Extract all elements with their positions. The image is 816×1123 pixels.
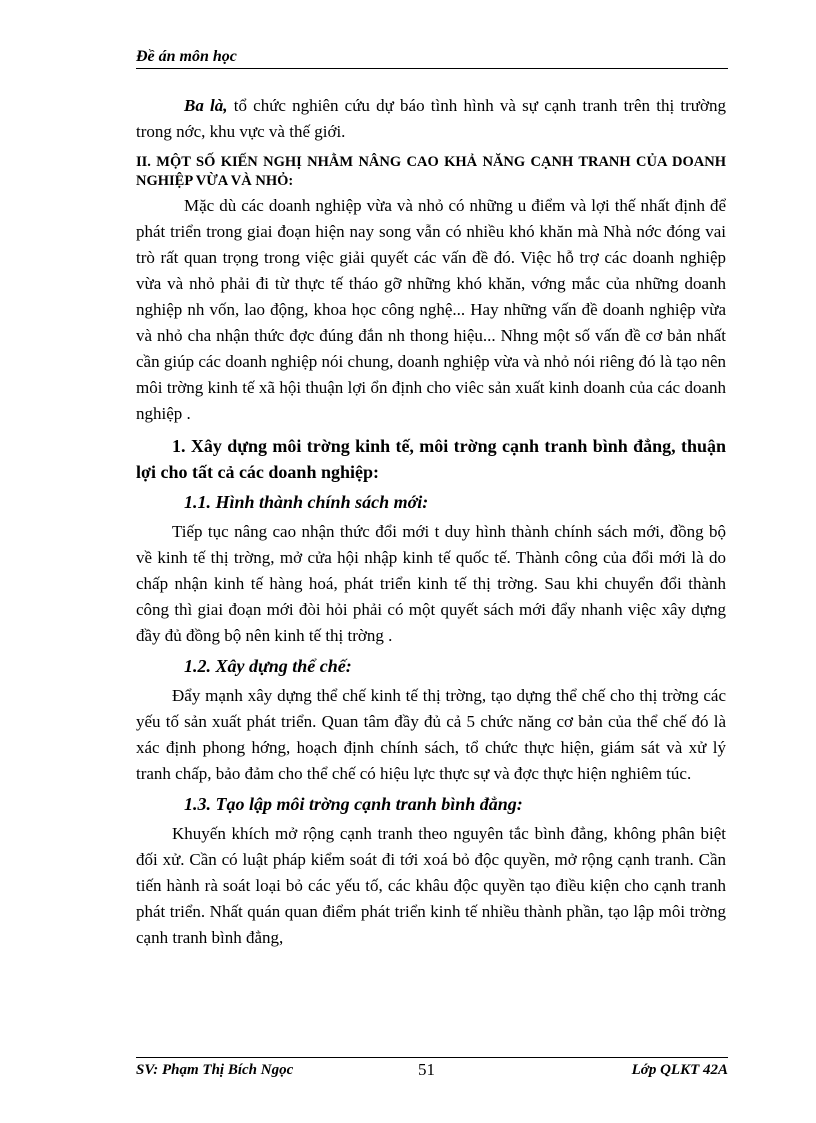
page-number: 51 (418, 1060, 435, 1079)
heading-1: 1. Xây dựng môi trờng kinh tế, môi trờng cạnh tranh bình đẳng, thuận lợi cho tất cả các doanh nghiệp: (136, 436, 726, 482)
page-header (136, 48, 728, 69)
header-title: Đề án môn học (136, 48, 237, 65)
paragraph-1-2: Đẩy mạnh xây dựng thể chế kinh tế thị trờng, tạo dựng thể chế cho thị trờng các yếu tố sản xuất phát triển. Quan tâm đầy đủ cả 5 chức năng cơ bản của thể chế đó là xác định phong hớng, hoạch định chính sách, tổ chức thực hiện, giám sát và xử lý tranh chấp, bảo đảm cho thể chế có hiệu lực thực sự và đợc thực hiện nghiêm túc. (136, 686, 726, 783)
intro-rest-text: tổ chức nghiên cứu dự báo tình hình và sự cạnh tranh trên thị trường trong nớc, khu vực và thế giới. (136, 96, 727, 141)
footer-class: Lớp QLKT 42A (631, 1062, 728, 1078)
paragraph-1-3: Khuyến khích mở rộng cạnh tranh theo nguyên tắc bình đẳng, không phân biệt đối xử. Cần có luật pháp kiểm soát đi tới xoá bỏ độc quyền, mở rộng cạnh tranh. Cần tiến hành rà soát loại bỏ các yếu tố, các khâu độc quyền tạo điều kiện cho cạnh tranh phát triển. Nhất quán quan điểm phát triển kinh tế nhiều thành phần, tạo lập môi trờng cạnh tranh bình đẳng, (136, 824, 726, 947)
heading-1-3: 1.3. Tạo lập môi trờng cạnh tranh bình đẳng: (184, 794, 523, 814)
footer-author: SV: Phạm Thị Bích Ngọc (136, 1062, 294, 1078)
section-heading: II. MỘT SỐ KIẾN NGHỊ NHẰM NÂNG CAO KHẢ NĂNG CẠNH TRANH CỦA DOANH NGHIỆP VỪA VÀ NHỎ: (136, 154, 726, 189)
paragraph-1-1: Tiếp tục nâng cao nhận thức đổi mới t duy hình thành chính sách mới, đồng bộ về kinh tế thị trờng, mở cửa hội nhập kinh tế quốc tế. Thành công của đổi mới là do chấp nhận kinh tế hàng hoá, phát triển kinh tế thị trờng. Sau khi chuyển đổi thành công thì giai đoạn mới đòi hỏi phải có một quyết sách mới đẩy nhanh việc xây dựng đầy đủ đồng bộ nên kinh tế thị trờng . (136, 522, 726, 645)
document-body (136, 93, 726, 951)
paragraph-intro (136, 93, 726, 145)
heading-1-2: 1.2. Xây dựng thể chế: (184, 656, 352, 676)
page-footer (136, 1057, 728, 1080)
heading-1-1: 1.1. Hình thành chính sách mới: (184, 492, 429, 512)
intro-bold-text: Ba là, (184, 96, 228, 115)
paragraph-section: Mặc dù các doanh nghiệp vừa và nhỏ có những u điểm và lợi thế nhất định để phát triển trong giai đoạn hiện nay song vẫn có nhiều khó khăn mà Nhà nớc đóng vai trò rất quan trọng trong việc giải quyết các vấn đề đó. Việc hỗ trợ các doanh nghiệp vừa và nhỏ phải đi từ thực tế tháo gỡ những khó khăn, vớng mắc của những doanh nghiệp nh vốn, lao động, khoa học công nghệ... Hay những vấn đề doanh nghiệp vừa và nhỏ cha nhận thức đợc đúng đắn nh thong hiệu... Nhng một số vấn đề cơ bản nhất cần giúp các doanh nghiệp nói chung, doanh nghiệp vừa và nhỏ nói riêng đó là tạo nên môi trờng kinh tế xã hội thuận lợi ổn định cho viêc sản xuất kinh doanh của các doanh nghiệp . (136, 196, 726, 423)
